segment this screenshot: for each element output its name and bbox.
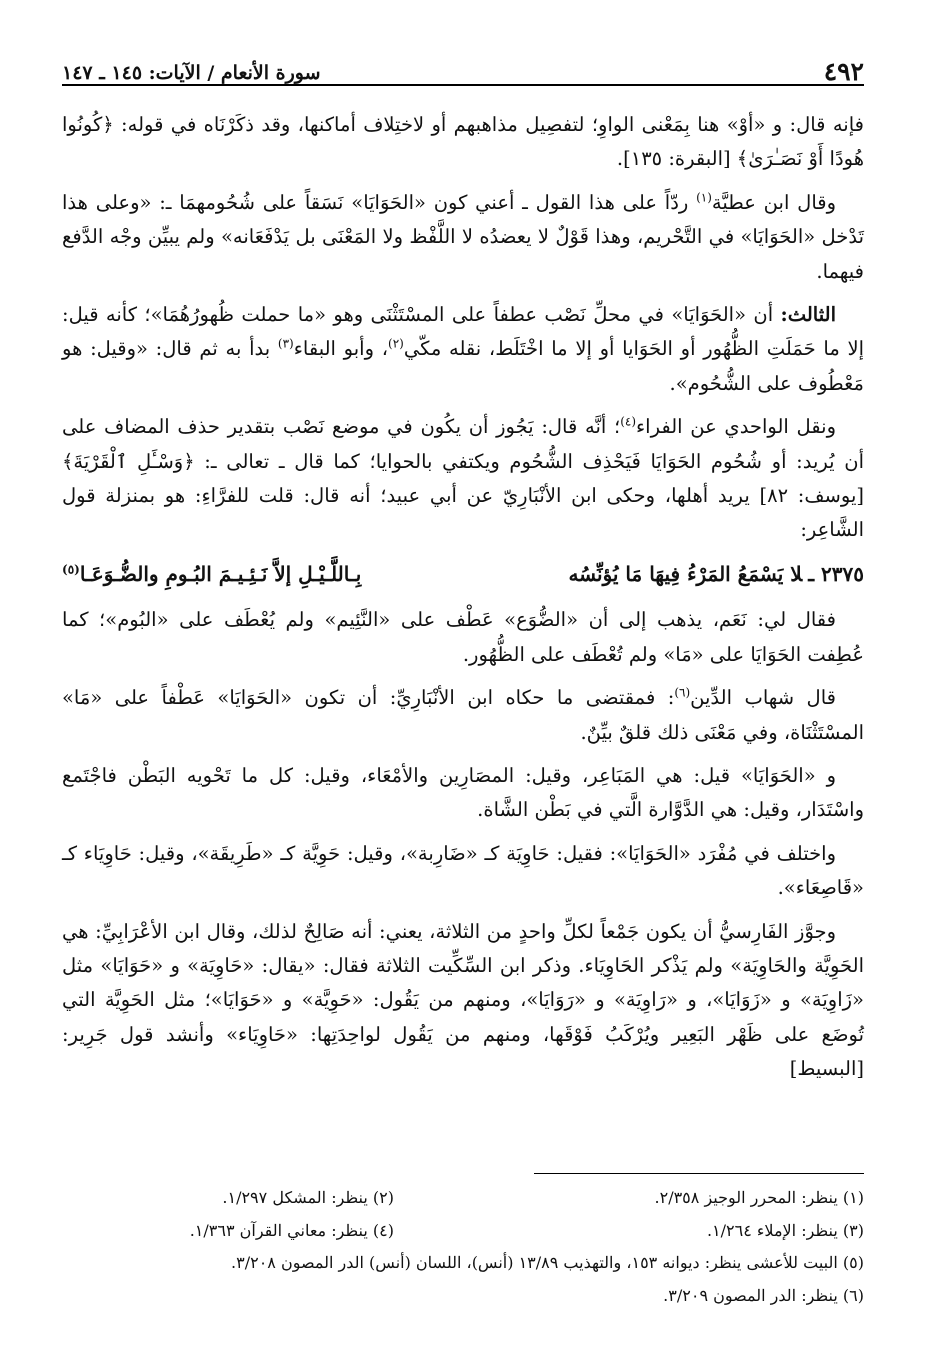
book-page <box>62 40 865 1305</box>
footnote-1: (١) ينظر: المحرر الوجيز ٢/٣٥٨. <box>654 1188 864 1207</box>
paragraph: و «الحَوَايَا» قيل: هي المَبَاعِر، وقيل: المصَارِين والأمْعَاء، وقيل: كل ما تَحْويه البَطْن فاجْتَمع واسْتَدَار، وقيل: هي الدَّوَّارة الَّتي في بَطْن الشَّاة. <box>62 763 864 822</box>
paragraph: وقال ابن عطيَّة$^{(١)}$ ردّاً على هذا القول ـ أعني كون «الحَوَايَا» نَسَقاً على شُحُومهمَا ـ: «وعلى هذا تَدْخل «الحَوَايَا» في التَّحْريم، وهذا قَوْلٌ لا يعضدُه لا اللَّفْظ ولا المَعْنَى بل يَدْفَعَانه» ولم يبيِّن وجْه الدَّفع فيهما. <box>62 190 864 283</box>
verse-second-hemistich: بِـاللَّـيْـلِ إلاَّ نَـئِـيـمَ البُـومِ والضُّـوَعَـا$^{(٥)}$ <box>62 561 362 586</box>
footnotes <box>62 1182 864 1312</box>
footnote-ref[interactable]: (٤) <box>620 414 637 429</box>
footnote-2: (٢) ينظر: المشكل ١/٢٩٧. <box>222 1188 394 1207</box>
footnote-row <box>62 1182 864 1215</box>
footnote-6: (٦) ينظر: الدر المصون ٣/٢٠٩. <box>663 1285 864 1305</box>
footnote-ref[interactable]: (٥) <box>62 562 80 577</box>
footnote-3: (٣) ينظر: الإملاء ١/٢٦٤. <box>706 1220 864 1240</box>
main-text <box>62 108 864 1087</box>
paragraph: وجوَّز الفَارِسيُّ أن يكون جَمْعاً لكلِّ واحدٍ من الثلاثة، يعني: أنه صَالِحٌ لذلك، وقال ابن الأعْرَابِيِّ: هي الحَوِيَّة والحَاوِيَة» ولم يَذْكر الحَاوِيَاء. وذكر ابن السِّكِّيت الثلاثة فقال: «يقال: «حَاوِيَة» و «حَوَايَا» مثل «زَاوِيَة» و «زَوَايَا»، و «رَاوِيَة» و «رَوَايَا»، ومنهم من يَقُول: «حَوِيَّة» و «حَوَايَا»؛ مثل الحَوِيَّة التي تُوضَع على ظَهْر البَعِير ويُرْكَبُ فَوْقَها، ومنهم من يَقُول لواحِدَتِها: «حَاوِيَاء» وأنشد قول جَرِير: [البسيط] <box>62 919 864 1081</box>
footnote-ref[interactable]: (٢) <box>388 336 404 351</box>
verse-number: ٢٣٧٥ ـ <box>808 561 864 586</box>
paragraph: فقال لي: نَعَم، يذهب إلى أن «الضُّوَع» عَطْف على «النَّئِيم» ولم يُعْطَف على «البُوم»؛ كما عُطِفت الحَوَايَا على «مَا» ولم تُعْطَف على الظُّهُور. <box>62 608 864 666</box>
paragraph: واختلف في مُفْرَد «الحَوَايَا»: فقيل: حَاوِيَة كـ «ضَارِبة»، وقيل: حَوِيَّة كـ «طَرِيقَة»، وقيل: حَاوِيَاء كـ «قَاصِعَاء». <box>62 841 864 900</box>
poetry-verse <box>62 557 864 591</box>
footnote-divider <box>534 1173 864 1174</box>
page-header <box>62 40 864 86</box>
section-lead: الثالث: <box>780 303 836 327</box>
paragraph: قال شهاب الدِّين$^{(٦)}$: فمقتضى ما حكاه ابن الأنْبَارِيِّ: أن تكون «الحَوَايَا» عَطْفاً على «مَا» المسْتَثْنَاة، وفي مَعْنَى ذلك قلقٌ بيِّنٌ. <box>62 685 864 744</box>
running-title: سورة الأنعام / الآيات: ١٤٥ ـ ١٤٧ <box>62 62 321 84</box>
paragraph: فإنه قال: و «أوْ» هنا بِمَعْنى الواوِ؛ لتفصِيل مذاهبهم أو لاختِلاف أماكنها، وقد ذكَرْنَاه في قوله: ﴿كُونُوا هُودًا أَوْ نَصَـٰرَىٰ﴾ [البقرة: ١٣٥]. <box>62 113 864 171</box>
footnote-4: (٤) ينظر: معاني القرآن ١/٣٦٣. <box>189 1220 394 1240</box>
page-number: ٤٩٢ <box>823 57 864 86</box>
footnote-ref[interactable]: (٦) <box>674 685 691 700</box>
paragraph: الثالث: أن «الحَوَايَا» في محلِّ نَصْب عطفاً على المسْتَثْنَى وهو «ما حملت ظُهورُهُمَا»؛ كأنه قيل: إلا ما حَمَلَتِ الظُّهُور أو الحَوَايا أو إلا ما اخْتَلَط، نقله مكّي$^{(٢)}$، وأبو البقاء$^{(٣)}$ بدأ به ثم قال: «وقيل: هو مَعْطُوف على الشُّحُوم». <box>62 303 865 395</box>
footnote-5: (٥) البيت للأعشى ينظر: ديوانه ١٥٣، والتهذيب ١٣/٨٩ (أنس)، اللسان (أنس) الدر المصون ٣/٢٠٨. <box>231 1253 864 1272</box>
footnote-row <box>62 1215 864 1248</box>
verse-first-hemistich: ٢٣٧٥ ـلا يَسْمَعُ المَرْءُ فِيهَا مَا يُؤنِّسُه <box>568 561 864 586</box>
footnote-ref[interactable]: (١) <box>696 190 712 205</box>
paragraph: ونقل الواحدي عن الفراء$^{(٤)}$؛ أنَّه قال: يَجُوز أن يكُون في موضع نَصْب بتقدير حذف المضاف على أن يُريد: أو شُحُوم الحَوَايَا فَيَحْذِف الشُّحُوم ويكتفي بالحوايا؛ كما قال ـ تعالى ـ: ﴿وَسْـَٔلِ ٱلْقَرْيَةَ﴾ [يوسف: ٨٢] يريد أهلها، وحكى ابن الأنْبَارِيّ عن أبي عبيد؛ أنه قال: قلت للفرَّاءِ: هو بمنزلة قول الشَّاعِر: <box>62 414 864 542</box>
footnote-ref[interactable]: (٣) <box>277 336 294 351</box>
